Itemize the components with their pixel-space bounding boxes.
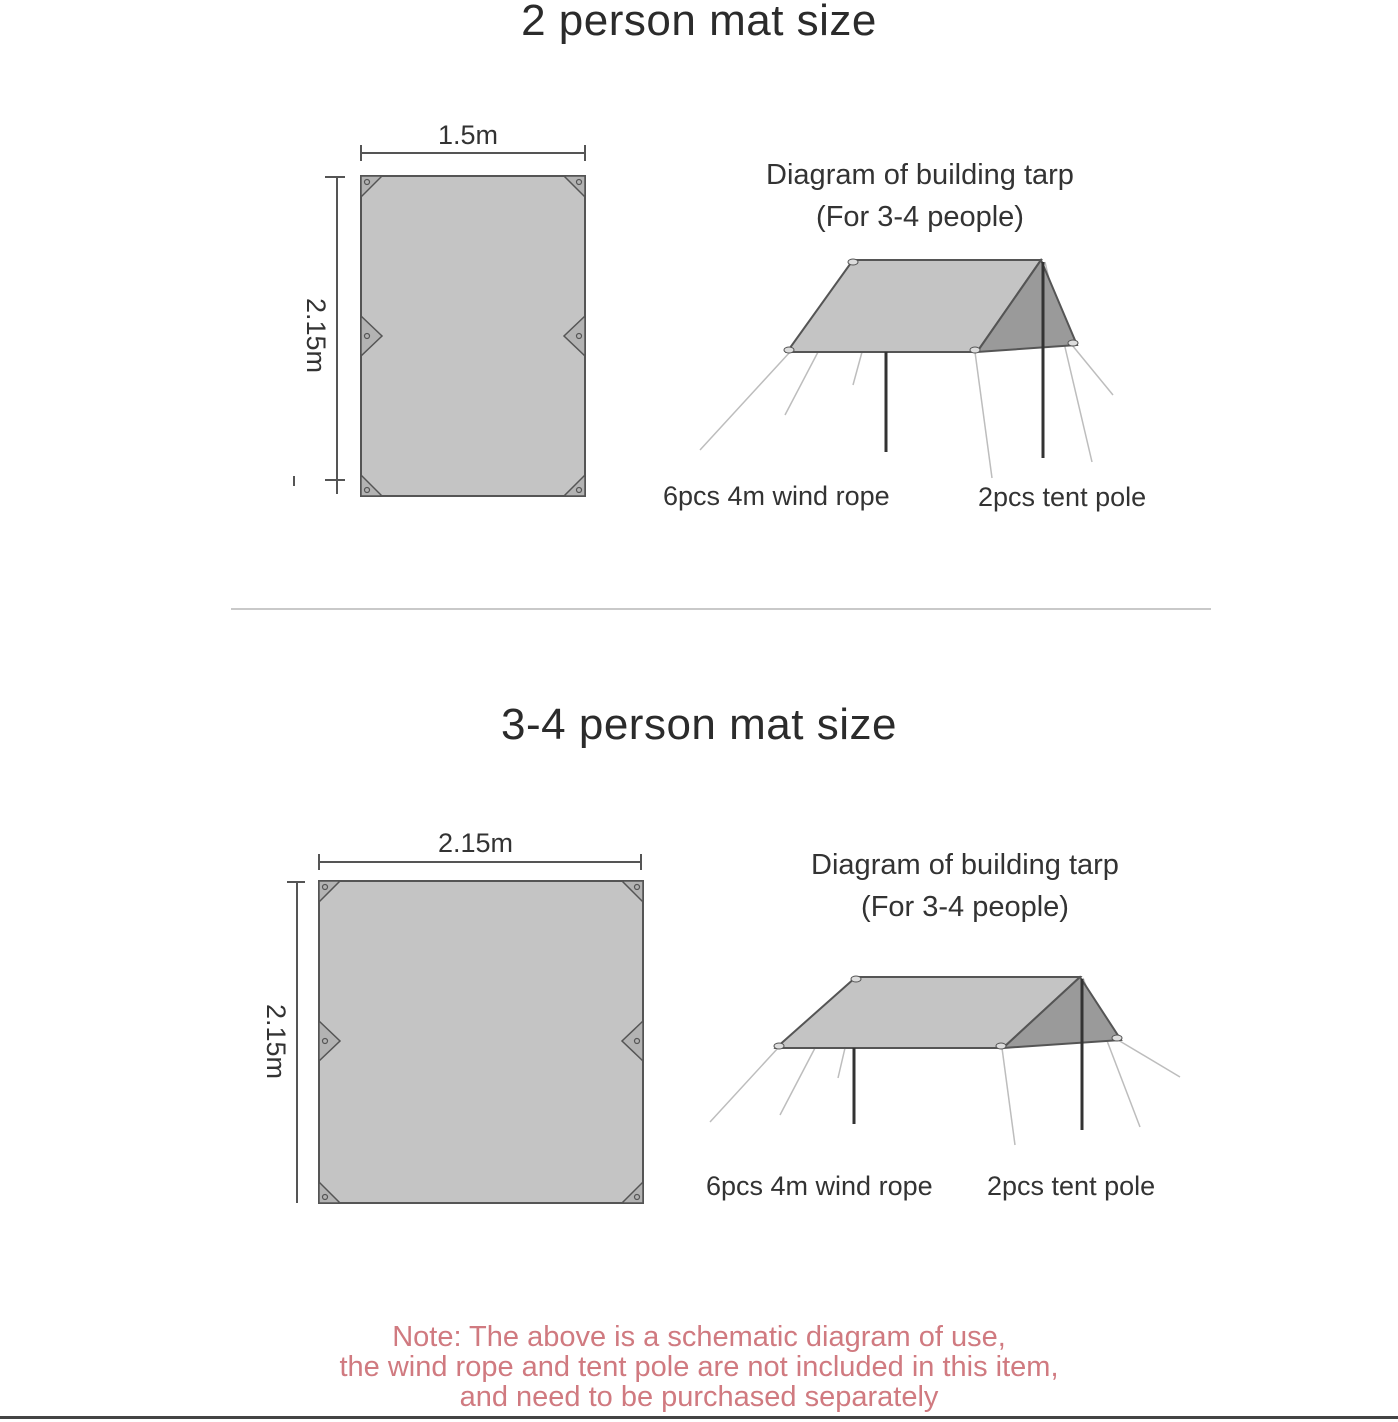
section-1-title: 2 person mat size [521, 0, 877, 45]
mat-1-width-label: 1.5m [438, 120, 499, 150]
note-line-1: Note: The above is a schematic diagram of use, [392, 1321, 1006, 1353]
tarp-2-title [765, 844, 1165, 928]
tarp-diagram-1 [700, 259, 1113, 478]
disclaimer-note [0, 1322, 1398, 1412]
note-line-3: and need to be purchased separately [459, 1381, 939, 1413]
bottom-border [0, 1416, 1398, 1419]
tarp-1-title [720, 154, 1120, 238]
tarp-diagram-2 [710, 976, 1180, 1145]
tarp-1-title-line1: Diagram of building tarp [766, 159, 1074, 191]
mat-3-4-person [287, 854, 643, 1203]
mat-1-height-label: 2.15m [301, 297, 332, 374]
note-line-2: the wind rope and tent pole are not included in this item, [339, 1351, 1059, 1383]
section-2-title: 3-4 person mat size [501, 700, 897, 749]
tarp-2-rope-label: 6pcs 4m wind rope [706, 1171, 933, 1201]
tarp-2-pole-label: 2pcs tent pole [987, 1171, 1156, 1201]
tarp-1-rope-label: 6pcs 4m wind rope [663, 481, 890, 511]
tarp-1-title-line2: (For 3-4 people) [816, 201, 1024, 233]
mat-2-height-label: 2.15m [261, 1003, 292, 1080]
mat-2-width-label: 2.15m [438, 828, 514, 858]
mat-2-person [294, 145, 585, 496]
tarp-2-title-line2: (For 3-4 people) [861, 891, 1069, 923]
section-divider [231, 608, 1211, 610]
tarp-1-pole-label: 2pcs tent pole [978, 482, 1147, 512]
tarp-2-title-line1: Diagram of building tarp [811, 849, 1119, 881]
